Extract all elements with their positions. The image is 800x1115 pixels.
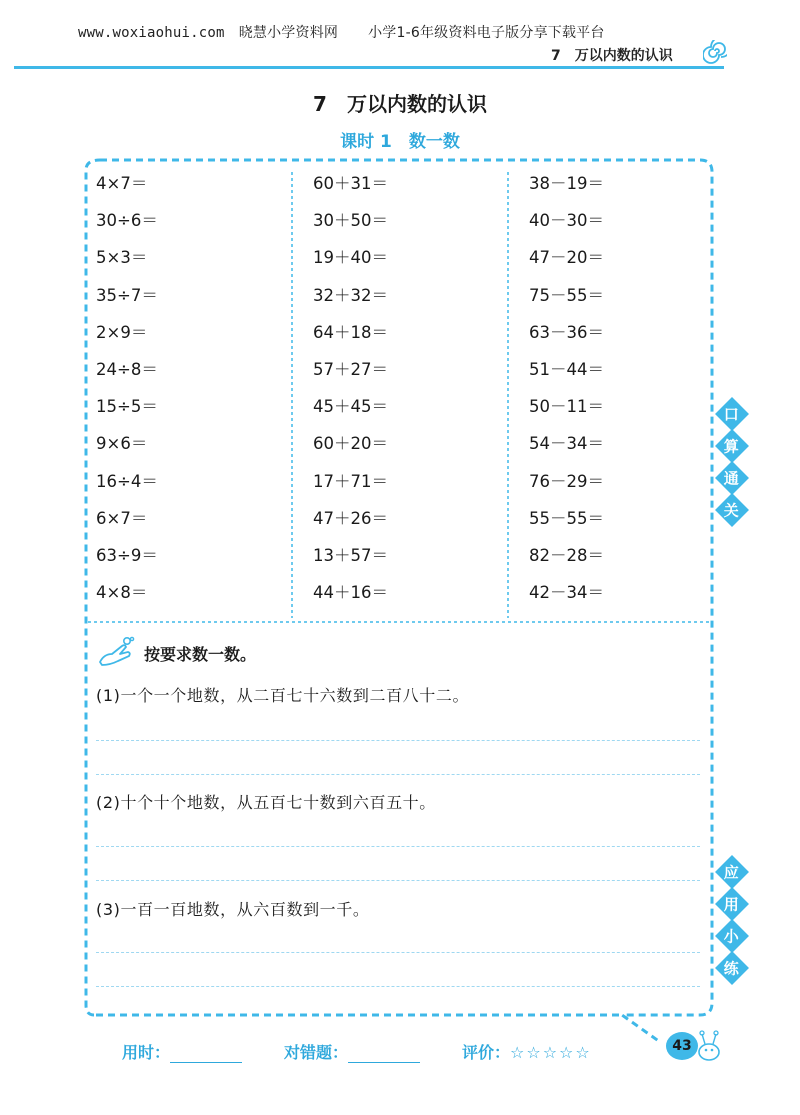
calc-item: 32＋32＝: [313, 285, 388, 305]
side-tab-char: 关: [724, 501, 740, 520]
side-tab-char: 应: [724, 863, 740, 882]
time-blank[interactable]: [170, 1044, 242, 1063]
calc-item: 30÷6＝: [96, 211, 158, 231]
question-2: (2)十个十个地数，从五百七十数到六百五十。: [96, 793, 436, 812]
section-heading: 按要求数一数。: [144, 645, 257, 664]
calc-item: 4×8＝: [96, 583, 148, 603]
calc-item: 47－20＝: [529, 248, 604, 268]
page-title: 7 万以内数的认识: [313, 92, 487, 116]
side-tab-char: 通: [724, 469, 740, 488]
calc-item: 76－29＝: [529, 471, 604, 491]
calc-column-2: [313, 168, 388, 614]
calc-item: 2×9＝: [96, 322, 148, 342]
side-tab-oral: [714, 402, 750, 530]
calc-item: 60＋20＝: [313, 434, 388, 454]
rating-stars[interactable]: ☆☆☆☆☆: [510, 1043, 592, 1062]
calc-item: 75－55＝: [529, 285, 604, 305]
time-label: 用时：: [122, 1043, 171, 1062]
calc-item: 4×7＝: [96, 174, 148, 193]
errors-label: 对错题：: [284, 1043, 349, 1062]
calc-item: 47＋26＝: [313, 508, 388, 528]
header-rule: [14, 66, 724, 69]
calc-item: 40－30＝: [529, 211, 604, 231]
calc-item: 6×7＝: [96, 508, 148, 528]
errors-count: [284, 1040, 420, 1063]
spiral-icon: [703, 40, 727, 64]
calc-item: 51－44＝: [529, 359, 604, 379]
calc-item: 60＋31＝: [313, 174, 388, 193]
calc-item: 24÷8＝: [96, 359, 158, 379]
rating-label: 评价：: [462, 1043, 511, 1062]
site-name: 晓慧小学资料网: [238, 25, 339, 41]
calc-item: 5×3＝: [96, 248, 148, 268]
answer-line[interactable]: [96, 740, 700, 741]
pointing-hand-icon: [96, 634, 136, 668]
answer-line[interactable]: [96, 986, 700, 987]
calc-item: 35÷7＝: [96, 285, 158, 305]
answer-line[interactable]: [96, 880, 700, 881]
calc-item: 9×6＝: [96, 434, 148, 454]
calc-item: 16÷4＝: [96, 471, 158, 491]
site-tagline: 小学1-6年级资料电子版分享下载平台: [368, 25, 605, 41]
calc-item: 15÷5＝: [96, 397, 158, 417]
snail-mascot-icon: [696, 1028, 722, 1062]
calc-item: 63－36＝: [529, 322, 604, 342]
rating: [462, 1040, 592, 1063]
calc-column-1: [96, 168, 158, 614]
calc-item: 64＋18＝: [313, 322, 388, 342]
side-tab-char: 算: [724, 437, 740, 456]
calc-item: 19＋40＝: [313, 248, 388, 268]
side-tab-char: 练: [724, 959, 740, 978]
calc-item: 63÷9＝: [96, 545, 158, 565]
chapter-tag: 7 万以内数的认识: [551, 48, 673, 64]
question-3: (3)一百一百地数，从六百数到一千。: [96, 900, 370, 919]
calc-item: 55－55＝: [529, 508, 604, 528]
calc-item: 57＋27＝: [313, 359, 388, 379]
site-url[interactable]: www.woxiaohui.com: [78, 25, 225, 41]
calc-item: 38－19＝: [529, 174, 604, 193]
calc-item: 82－28＝: [529, 545, 604, 565]
site-header: [78, 22, 605, 42]
time-used: [122, 1040, 242, 1063]
answer-line[interactable]: [96, 952, 700, 953]
calc-column-3: [529, 168, 604, 614]
side-tab-char: 小: [724, 927, 740, 946]
errors-blank[interactable]: [348, 1044, 420, 1063]
page-number: 43: [666, 1032, 698, 1060]
calc-item: 50－11＝: [529, 397, 604, 417]
calc-item: 44＋16＝: [313, 583, 388, 603]
calc-item: 17＋71＝: [313, 471, 388, 491]
calc-item: 30＋50＝: [313, 211, 388, 231]
side-tab-char: 用: [724, 895, 740, 914]
calc-item: 45＋45＝: [313, 397, 388, 417]
calc-item: 54－34＝: [529, 434, 604, 454]
question-1: (1)一个一个地数，从二百七十六数到二百八十二。: [96, 686, 470, 705]
side-tab-char: 口: [724, 405, 740, 424]
side-tab-apply: [714, 860, 750, 988]
answer-line[interactable]: [96, 846, 700, 847]
calc-item: 13＋57＝: [313, 545, 388, 565]
calc-item: 42－34＝: [529, 583, 604, 603]
answer-line[interactable]: [96, 774, 700, 775]
lesson-title: 课时 1 数一数: [340, 132, 460, 152]
